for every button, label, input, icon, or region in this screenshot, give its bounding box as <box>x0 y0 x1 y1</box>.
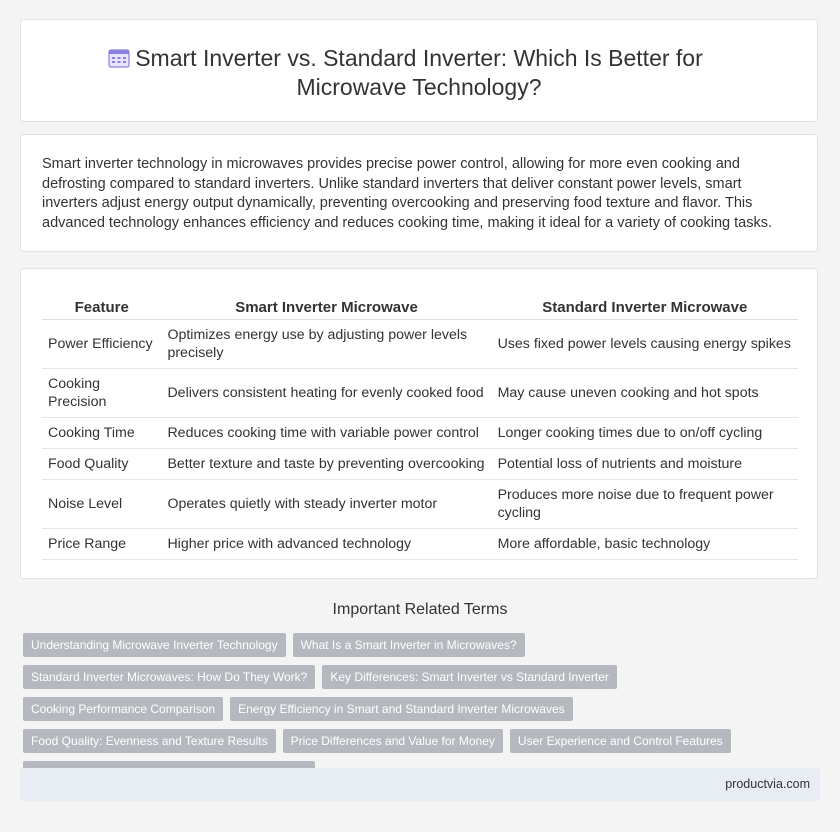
comparison-table <box>42 295 798 560</box>
related-term-link[interactable]: Energy Efficiency in Smart and Standard Inverter Microwaves <box>230 697 573 721</box>
comparison-card <box>20 268 818 579</box>
header-standard-inverter: Standard Inverter Microwave <box>492 295 798 320</box>
standard-cell: May cause uneven cooking and hot spots <box>492 369 798 418</box>
table-header-row <box>42 295 798 320</box>
site-name: productvia.com <box>725 777 810 791</box>
table-row <box>42 480 798 529</box>
related-terms-list <box>23 633 823 785</box>
smart-cell: Better texture and taste by preventing overcooking <box>161 449 491 480</box>
standard-cell: Longer cooking times due to on/off cycling <box>492 418 798 449</box>
table-row <box>42 529 798 560</box>
page-title: Smart Inverter vs. Standard Inverter: Which Is Better for Microwave Technology? <box>135 45 703 100</box>
related-term-link[interactable]: Cooking Performance Comparison <box>23 697 223 721</box>
footer <box>20 768 820 801</box>
feature-cell: Noise Level <box>42 480 161 529</box>
feature-cell: Price Range <box>42 529 161 560</box>
related-term-link[interactable]: Price Differences and Value for Money <box>283 729 503 753</box>
standard-cell: Potential loss of nutrients and moisture <box>492 449 798 480</box>
feature-cell: Power Efficiency <box>42 320 161 369</box>
standard-cell: Uses fixed power levels causing energy spikes <box>492 320 798 369</box>
table-row <box>42 320 798 369</box>
standard-cell: More affordable, basic technology <box>492 529 798 560</box>
header-smart-inverter: Smart Inverter Microwave <box>161 295 491 320</box>
related-term-link[interactable]: What Is a Smart Inverter in Microwaves? <box>293 633 525 657</box>
feature-cell: Cooking Precision <box>42 369 161 418</box>
related-term-link[interactable]: Key Differences: Smart Inverter vs Standard Inverter <box>322 665 617 689</box>
smart-cell: Optimizes energy use by adjusting power levels precisely <box>161 320 491 369</box>
smart-cell: Delivers consistent heating for evenly cooked food <box>161 369 491 418</box>
feature-cell: Food Quality <box>42 449 161 480</box>
related-terms-heading: Important Related Terms <box>332 601 508 618</box>
title-card <box>20 19 818 122</box>
table-row <box>42 449 798 480</box>
intro-card <box>20 134 818 252</box>
related-term-link[interactable]: Standard Inverter Microwaves: How Do They Work? <box>23 665 315 689</box>
header-feature: Feature <box>42 295 161 320</box>
table-row <box>42 418 798 449</box>
related-term-link[interactable]: User Experience and Control Features <box>510 729 731 753</box>
feature-cell: Cooking Time <box>42 418 161 449</box>
standard-cell: Produces more noise due to frequent power cycling <box>492 480 798 529</box>
smart-cell: Higher price with advanced technology <box>161 529 491 560</box>
related-term-link[interactable]: Understanding Microwave Inverter Technology <box>23 633 286 657</box>
table-row <box>42 369 798 418</box>
intro-paragraph: Smart inverter technology in microwaves provides precise power control, allowing for more even cooking and defrosting compared to standard inverters. Unlike standard inverters that deliver constant power levels, smart inverters adjust energy output dynamically, preventing overcooking and preserving food texture and flavor. This advanced technology enhances efficiency and reduces cooking time, making it ideal for a variety of cooking tasks. <box>42 156 772 231</box>
related-term-link[interactable]: Food Quality: Evenness and Texture Results <box>23 729 276 753</box>
smart-cell: Reduces cooking time with variable power control <box>161 418 491 449</box>
smart-cell: Operates quietly with steady inverter motor <box>161 480 491 529</box>
